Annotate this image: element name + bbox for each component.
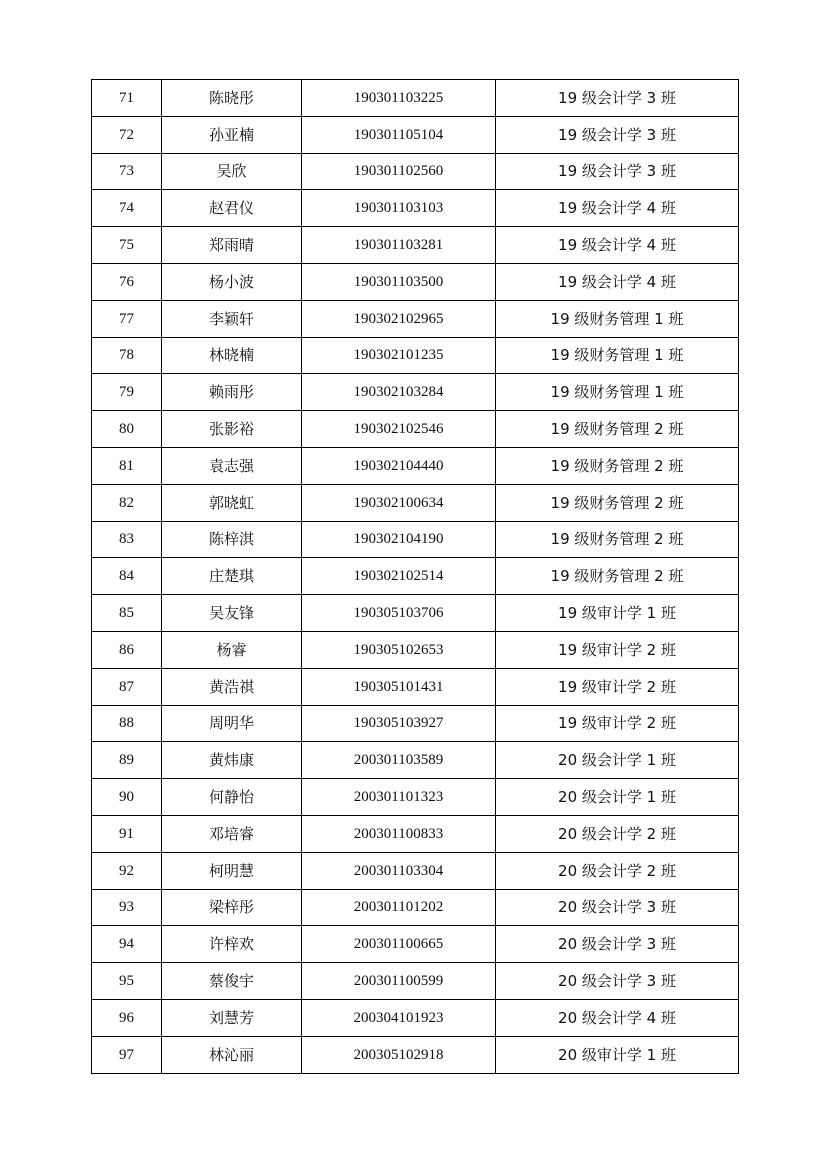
table-row: [92, 447, 739, 484]
class-name-cell: 19 级财务管理 2 班: [496, 484, 739, 521]
row-number-cell: 96: [92, 999, 162, 1036]
student-name-cell: 许梓欢: [162, 926, 302, 963]
class-name-cell: 20 级会计学 2 班: [496, 852, 739, 889]
row-number-cell: 83: [92, 521, 162, 558]
student-id-cell: 190301103500: [302, 263, 496, 300]
table-row: [92, 742, 739, 779]
student-name-cell: 何静怡: [162, 779, 302, 816]
class-name-cell: 19 级会计学 4 班: [496, 263, 739, 300]
class-name-cell: 20 级会计学 3 班: [496, 926, 739, 963]
student-id-cell: 200301101323: [302, 779, 496, 816]
class-name-cell: 19 级财务管理 2 班: [496, 447, 739, 484]
row-number-cell: 88: [92, 705, 162, 742]
class-name-cell: 19 级会计学 3 班: [496, 80, 739, 117]
table-row: [92, 411, 739, 448]
student-id-cell: 190302102965: [302, 300, 496, 337]
student-name-cell: 柯明慧: [162, 852, 302, 889]
table-row: [92, 705, 739, 742]
row-number-cell: 82: [92, 484, 162, 521]
class-name-cell: 19 级财务管理 1 班: [496, 300, 739, 337]
row-number-cell: 97: [92, 1036, 162, 1073]
table-row: [92, 631, 739, 668]
row-number-cell: 77: [92, 300, 162, 337]
row-number-cell: 86: [92, 631, 162, 668]
table-row: [92, 374, 739, 411]
student-name-cell: 杨睿: [162, 631, 302, 668]
class-name-cell: 19 级财务管理 1 班: [496, 374, 739, 411]
class-name-cell: 20 级会计学 2 班: [496, 815, 739, 852]
student-id-cell: 190301103225: [302, 80, 496, 117]
row-number-cell: 90: [92, 779, 162, 816]
row-number-cell: 84: [92, 558, 162, 595]
table-row: [92, 815, 739, 852]
table-row: [92, 779, 739, 816]
student-id-cell: 200301100599: [302, 963, 496, 1000]
student-id-cell: 200301101202: [302, 889, 496, 926]
student-name-cell: 梁梓彤: [162, 889, 302, 926]
student-id-cell: 190302102546: [302, 411, 496, 448]
student-id-cell: 190302102514: [302, 558, 496, 595]
class-name-cell: 19 级审计学 2 班: [496, 705, 739, 742]
class-name-cell: 20 级会计学 3 班: [496, 889, 739, 926]
class-name-cell: 19 级会计学 3 班: [496, 116, 739, 153]
student-name-cell: 孙亚楠: [162, 116, 302, 153]
table-row: [92, 300, 739, 337]
class-name-cell: 20 级会计学 1 班: [496, 779, 739, 816]
table-row: [92, 116, 739, 153]
row-number-cell: 89: [92, 742, 162, 779]
student-name-cell: 陈晓彤: [162, 80, 302, 117]
table-row: [92, 963, 739, 1000]
roster-table-body: [92, 80, 739, 1074]
student-name-cell: 杨小波: [162, 263, 302, 300]
row-number-cell: 76: [92, 263, 162, 300]
table-row: [92, 153, 739, 190]
student-id-cell: 200305102918: [302, 1036, 496, 1073]
student-id-cell: 190305102653: [302, 631, 496, 668]
table-row: [92, 999, 739, 1036]
student-id-cell: 200301103304: [302, 852, 496, 889]
student-name-cell: 黄浩祺: [162, 668, 302, 705]
table-row: [92, 926, 739, 963]
student-roster-table: [91, 79, 739, 1074]
student-name-cell: 周明华: [162, 705, 302, 742]
class-name-cell: 19 级审计学 2 班: [496, 631, 739, 668]
table-row: [92, 337, 739, 374]
row-number-cell: 81: [92, 447, 162, 484]
table-row: [92, 263, 739, 300]
student-id-cell: 190302103284: [302, 374, 496, 411]
student-id-cell: 190305101431: [302, 668, 496, 705]
table-row: [92, 558, 739, 595]
class-name-cell: 19 级会计学 4 班: [496, 190, 739, 227]
row-number-cell: 78: [92, 337, 162, 374]
class-name-cell: 19 级财务管理 2 班: [496, 558, 739, 595]
student-name-cell: 陈梓淇: [162, 521, 302, 558]
student-name-cell: 袁志强: [162, 447, 302, 484]
student-name-cell: 黄炜康: [162, 742, 302, 779]
student-name-cell: 刘慧芳: [162, 999, 302, 1036]
class-name-cell: 19 级审计学 1 班: [496, 595, 739, 632]
table-row: [92, 1036, 739, 1073]
row-number-cell: 85: [92, 595, 162, 632]
student-id-cell: 200301100833: [302, 815, 496, 852]
student-id-cell: 190301103281: [302, 227, 496, 264]
student-name-cell: 赖雨彤: [162, 374, 302, 411]
row-number-cell: 94: [92, 926, 162, 963]
table-row: [92, 80, 739, 117]
class-name-cell: 19 级财务管理 2 班: [496, 521, 739, 558]
student-id-cell: 190302100634: [302, 484, 496, 521]
student-name-cell: 郑雨晴: [162, 227, 302, 264]
class-name-cell: 19 级会计学 3 班: [496, 153, 739, 190]
student-name-cell: 赵君仪: [162, 190, 302, 227]
student-name-cell: 吴友锋: [162, 595, 302, 632]
row-number-cell: 92: [92, 852, 162, 889]
table-row: [92, 227, 739, 264]
class-name-cell: 20 级审计学 1 班: [496, 1036, 739, 1073]
row-number-cell: 75: [92, 227, 162, 264]
row-number-cell: 72: [92, 116, 162, 153]
student-id-cell: 190301102560: [302, 153, 496, 190]
student-id-cell: 200301103589: [302, 742, 496, 779]
student-id-cell: 190301103103: [302, 190, 496, 227]
student-id-cell: 200301100665: [302, 926, 496, 963]
table-row: [92, 190, 739, 227]
row-number-cell: 93: [92, 889, 162, 926]
student-name-cell: 林沁丽: [162, 1036, 302, 1073]
student-id-cell: 190305103706: [302, 595, 496, 632]
student-name-cell: 张影裕: [162, 411, 302, 448]
row-number-cell: 71: [92, 80, 162, 117]
student-id-cell: 190302104440: [302, 447, 496, 484]
student-id-cell: 190305103927: [302, 705, 496, 742]
row-number-cell: 73: [92, 153, 162, 190]
student-id-cell: 190301105104: [302, 116, 496, 153]
row-number-cell: 87: [92, 668, 162, 705]
class-name-cell: 19 级财务管理 2 班: [496, 411, 739, 448]
row-number-cell: 74: [92, 190, 162, 227]
row-number-cell: 80: [92, 411, 162, 448]
class-name-cell: 20 级会计学 4 班: [496, 999, 739, 1036]
student-id-cell: 190302104190: [302, 521, 496, 558]
table-row: [92, 889, 739, 926]
student-id-cell: 200304101923: [302, 999, 496, 1036]
student-name-cell: 林晓楠: [162, 337, 302, 374]
table-row: [92, 521, 739, 558]
table-row: [92, 852, 739, 889]
student-name-cell: 庄楚琪: [162, 558, 302, 595]
class-name-cell: 19 级审计学 2 班: [496, 668, 739, 705]
student-id-cell: 190302101235: [302, 337, 496, 374]
student-name-cell: 蔡俊宇: [162, 963, 302, 1000]
row-number-cell: 79: [92, 374, 162, 411]
row-number-cell: 91: [92, 815, 162, 852]
class-name-cell: 20 级会计学 1 班: [496, 742, 739, 779]
class-name-cell: 20 级会计学 3 班: [496, 963, 739, 1000]
class-name-cell: 19 级会计学 4 班: [496, 227, 739, 264]
student-name-cell: 吴欣: [162, 153, 302, 190]
class-name-cell: 19 级财务管理 1 班: [496, 337, 739, 374]
row-number-cell: 95: [92, 963, 162, 1000]
student-name-cell: 郭晓虹: [162, 484, 302, 521]
student-name-cell: 李颖轩: [162, 300, 302, 337]
student-name-cell: 邓培睿: [162, 815, 302, 852]
table-row: [92, 484, 739, 521]
table-row: [92, 668, 739, 705]
table-row: [92, 595, 739, 632]
